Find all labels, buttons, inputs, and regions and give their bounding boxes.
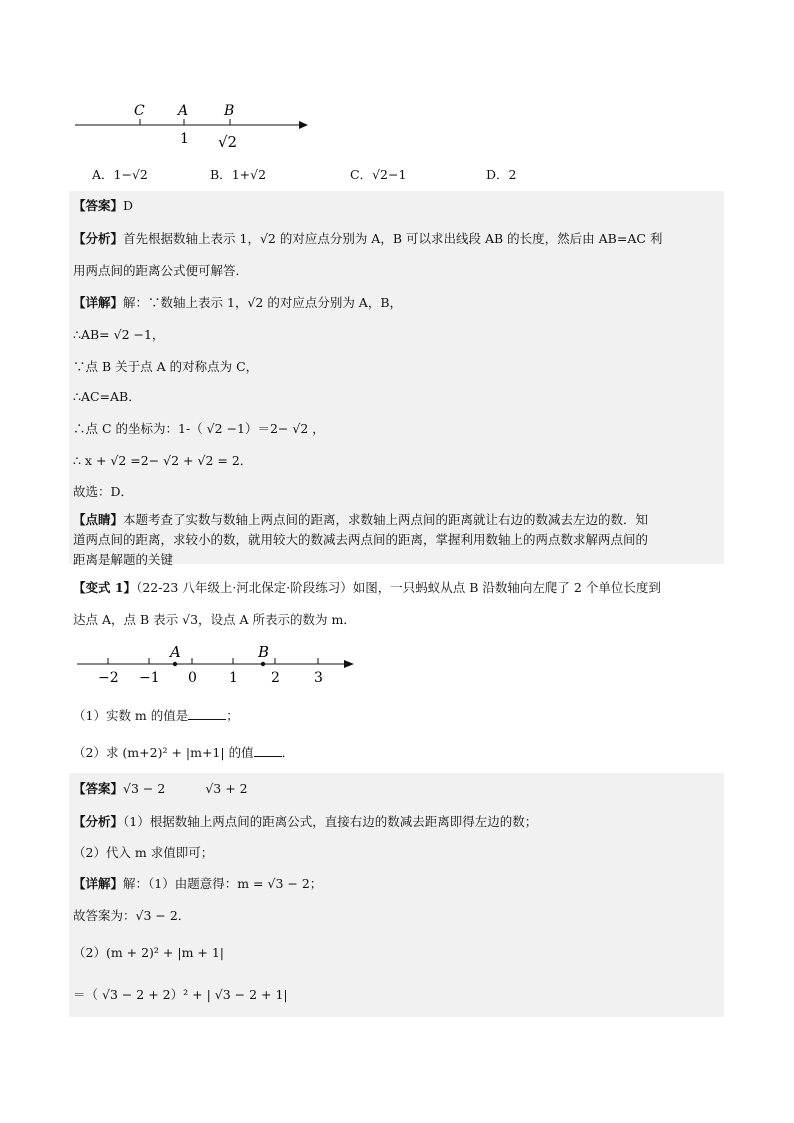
detail-line-3: ∵点 B 关于点 A 的对称点为 C， [73,359,259,374]
point-label-b-2: B [258,643,270,661]
analysis-line-1 [73,229,662,249]
detail-tag-2: 【详解】 [73,876,124,891]
tick-label-sqrt2: √2 [218,133,238,151]
option-c-letter: C． [350,167,373,182]
variant-stem-line-2: 达点 A，点 B 表示 √3，设点 A 所表示的数为 m． [73,612,356,627]
detail-line-2-1 [73,874,322,894]
option-c[interactable] [350,165,406,185]
detail-line-4: ∴AC=AB． [73,389,141,404]
variant-q2-end: ． [281,745,295,760]
detail-line-5: ∴点 C 的坐标为：1-（ √2 −1）＝2− √2 ， [73,421,325,436]
choice-line: 故选：D． [73,484,134,499]
point-label-b: B [224,103,235,119]
point-label-a: A [178,103,189,119]
comment-line-3: 距离是解题的关键 [73,552,174,567]
point-label-a-2: A [170,643,181,661]
variant-tag: 【变式 1】 [73,580,137,595]
option-b-text: 1+√2 [231,167,267,182]
variant-q1-end: ； [226,708,239,723]
comment-tag: 【点睛】 [73,512,124,527]
point-b-dot [261,662,265,666]
detail-line-1 [73,293,402,313]
answer-value-2a: √3 − 2 [123,781,166,796]
tick-label-0: 0 [188,670,197,686]
answer-value: D [123,198,134,213]
variant-question-1 [73,706,239,726]
analysis-line-2: 用两点间的距离公式便可解答． [73,263,249,278]
tick-label-1: 1 [180,131,189,147]
option-d[interactable] [486,165,516,185]
option-d-letter: D． [486,167,509,182]
option-b-letter: B． [210,167,232,182]
number-line-figure-1 [70,95,320,155]
tick-label-3: 3 [314,670,323,686]
option-c-text: √2−1 [372,167,407,182]
variant-q2-text: （2）求 (m+2)² + |m+1| 的值 [73,745,254,760]
answer-tag: 【答案】 [73,198,124,213]
tick-label-neg1: −1 [139,670,160,686]
answer-line-2 [73,779,248,799]
option-a-text: 1−√2 [113,167,148,182]
answer-tag-2: 【答案】 [73,781,124,796]
variant-stem-1: 如图，一只蚂蚁从点 B 沿数轴向左爬了 2 个单位长度到 [352,580,661,595]
answer-value-2b: √3 + 2 [205,781,248,796]
variant-source: （22-23 八年级上·河北保定·阶段练习） [136,580,353,595]
option-b[interactable] [210,165,266,185]
detail-text-2-1: 解：（1）由题意得：m = √3 − 2； [123,876,323,891]
detail-tag: 【详解】 [73,295,124,310]
point-label-c: C [134,103,145,119]
detail-text-1: 解：∵数轴上表示 1，√2 的对应点分别为 A，B， [123,295,403,310]
analysis-line-2-2: （2）代入 m 求值即可； [73,845,214,860]
analysis-text-2-1: （1）根据数轴上两点间的距离公式，直接右边的数减去距离即得左边的数； [123,814,538,829]
answer-blank-2[interactable] [254,744,282,757]
number-line-arrow-2 [344,660,354,668]
answer-blank-1[interactable] [188,707,226,720]
detail-line-2: ∴AB= √2 −1， [73,327,165,342]
option-d-text: 2 [508,167,517,182]
detail-line-2-3: （2）(m + 2)² + |m + 1| [73,945,225,960]
tick-label-2: 2 [271,670,280,686]
tick-label-neg2: −2 [98,670,119,686]
variant-q1-text: （1）实数 m 的值是 [73,708,189,723]
tick-label-1b: 1 [229,670,238,686]
option-a[interactable] [92,165,148,185]
number-line-figure-2 [72,640,362,688]
detail-line-2-4: ＝（ √3 − 2 + 2）² + | √3 − 2 + 1| [73,987,288,1002]
detail-line-2-2: 故答案为：√3 − 2． [73,908,191,923]
number-line-arrow [299,121,308,129]
analysis-tag-2: 【分析】 [73,814,124,829]
variant-stem-line-1 [73,578,661,598]
solution-block-2 [69,773,724,1017]
analysis-text-1: 首先根据数轴上表示 1，√2 的对应点分别为 A，B 可以求出线段 AB 的长度，然后由 AB=AC 利 [123,231,663,246]
analysis-tag: 【分析】 [73,231,124,246]
answer-line-1 [73,196,133,216]
detail-line-6: ∴ x + √2 =2− √2 + √2 = 2． [73,453,253,468]
variant-question-2 [73,743,294,763]
comment-line-2: 道两点间的距离，求较小的数，就用较大的数减去两点间的距离，掌握利用数轴上的两点数求解两点间的 [73,532,649,547]
comment-text-1: 本题考查了实数与数轴上两点间的距离，求数轴上两点间的距离就让右边的数减去左边的数．知 [123,512,649,527]
point-a-dot [173,662,177,666]
comment-line-1 [73,510,648,530]
option-a-letter: A． [92,167,114,182]
analysis-line-2-1 [73,812,537,832]
